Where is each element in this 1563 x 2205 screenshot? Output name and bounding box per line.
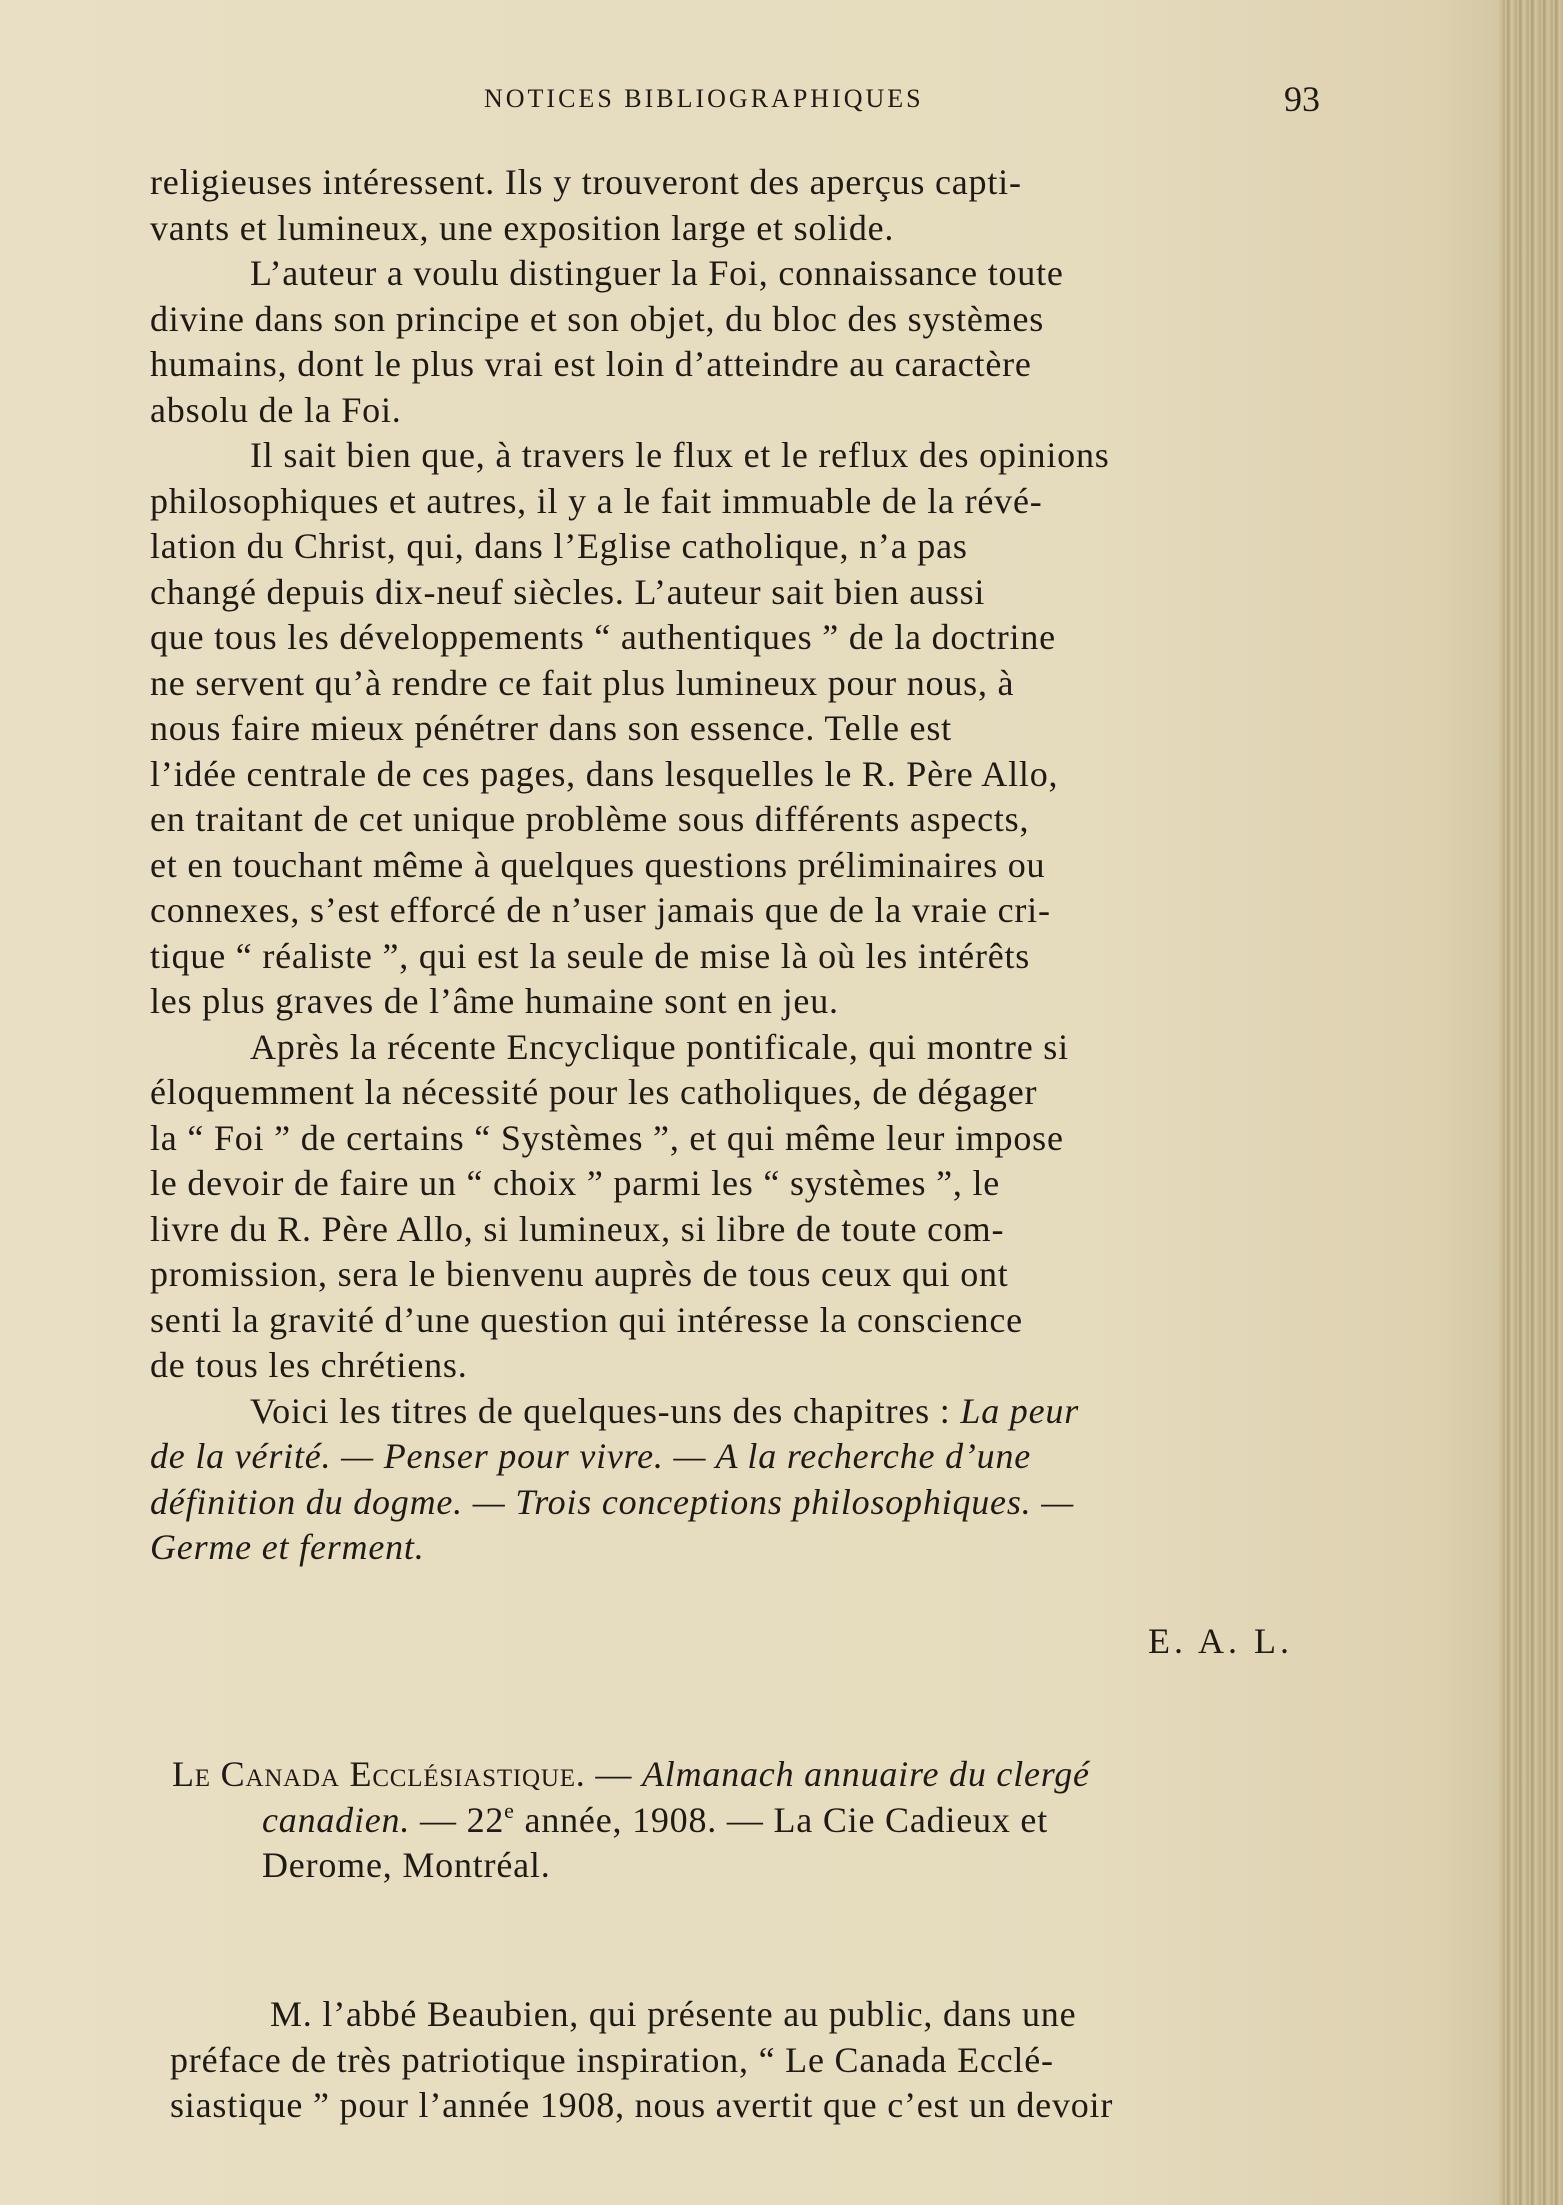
notice-publisher: Derome, Montréal. xyxy=(262,1845,551,1885)
text-line: les plus graves de l’âme humaine sont en jeu. xyxy=(150,981,839,1021)
text-line: ne servent qu’à rendre ce fait plus lumineux pour nous, à xyxy=(150,662,1015,703)
reviewer-signature: E. A. L. xyxy=(1148,1621,1293,1661)
text-line: de tous les chrétiens. xyxy=(150,1345,468,1385)
notice-subtitle-cont: canadien. xyxy=(262,1799,411,1840)
page-edge xyxy=(1499,0,1563,2205)
chapters-line: Germe et ferment. xyxy=(150,1527,425,1567)
chapters-line: définition du dogme. — Trois conceptions philosophiques. — xyxy=(150,1481,1075,1522)
text-line: livre du R. Père Allo, si lumineux, si libre de toute com- xyxy=(150,1208,1005,1249)
text-line: divine dans son principe et son objet, du bloc des systèmes xyxy=(150,298,1045,339)
text-line: humains, dont le plus vrai est loin d’atteindre au caractère xyxy=(150,344,1032,384)
text-line: préface de très patriotique inspiration, “ Le Canada Ecclé- xyxy=(170,2039,1054,2080)
notice-edition-pre: — 22 xyxy=(410,1799,505,1840)
page-number: 93 xyxy=(1284,79,1320,119)
text-line: nous faire mieux pénétrer dans son essence. Telle est xyxy=(150,708,952,748)
text-line: Il sait bien que, à travers le flux et le reflux des opinions xyxy=(250,435,1110,475)
text-line: tique “ réaliste ”, qui est la seule de mise là où les intérêts xyxy=(150,935,1031,976)
text-line: Après la récente Encyclique pontificale, qui montre si xyxy=(250,1026,1069,1067)
next-review-text xyxy=(170,1992,1350,2129)
notice-title: Le Canada Ecclésiastique. xyxy=(172,1754,586,1794)
text-line: absolu de la Foi. xyxy=(150,389,402,430)
text-line: vants et lumineux, une exposition large et solide. xyxy=(150,207,895,248)
chapter-title: La peur xyxy=(960,1390,1080,1431)
text-line: philosophiques et autres, il y a le fait immuable de la révé- xyxy=(150,480,1043,521)
text-line: promission, sera le bienvenu auprès de tous ceux qui ont xyxy=(150,1254,1009,1294)
text-line: éloquemment la nécessité pour les catholiques, de dégager xyxy=(150,1072,1038,1112)
text-line: en traitant de cet unique problème sous différents aspects, xyxy=(150,799,1030,839)
text-line: connexes, s’est efforcé de n’user jamais que de la vraie cri- xyxy=(150,890,1051,930)
text-line: la “ Foi ” de certains “ Systèmes ”, et qui même leur impose xyxy=(150,1117,1064,1158)
text-line: le devoir de faire un “ choix ” parmi les “ systèmes ”, le xyxy=(150,1163,1001,1203)
text-line: M. l’abbé Beaubien, qui présente au public, dans une xyxy=(270,1994,1077,2034)
chapters-intro: Voici les titres de quelques-uns des chapitres : xyxy=(250,1390,961,1431)
text-line: senti la gravité d’une question qui intéresse la conscience xyxy=(150,1299,1023,1340)
text-line: que tous les développements “ authentiques ” de la doctrine xyxy=(150,617,1056,657)
notice-title-line xyxy=(172,1752,1342,1798)
text-line: religieuses intéressent. Ils y trouveront des aperçus capti- xyxy=(150,162,1022,202)
notice-dash: — xyxy=(585,1754,642,1794)
running-head: NOTICES BIBLIOGRAPHIQUES xyxy=(484,84,924,113)
notice-edition-post: année, 1908. — La Cie Cadieux et xyxy=(514,1799,1048,1840)
notice-edition-line xyxy=(172,1798,1342,1844)
bibliographic-notice xyxy=(172,1752,1342,1889)
text-line: et en touchant même à quelques questions préliminaires ou xyxy=(150,844,1046,885)
chapters-line xyxy=(150,1389,1335,1435)
notice-edition-sup: e xyxy=(504,1797,515,1823)
page-header xyxy=(150,79,1320,124)
review-text xyxy=(150,160,1335,1571)
chapters-line: de la vérité. — Penser pour vivre. — A la recherche d’une xyxy=(150,1436,1032,1476)
notice-subtitle: Almanach annuaire du clergé xyxy=(642,1754,1090,1794)
text-line: lation du Christ, qui, dans l’Eglise catholique, n’a pas xyxy=(150,526,968,566)
text-line: changé depuis dix-neuf siècles. L’auteur sait bien aussi xyxy=(150,571,986,612)
text-line: l’idée centrale de ces pages, dans lesquelles le R. Père Allo, xyxy=(150,753,1059,794)
text-line: siastique ” pour l’année 1908, nous avertit que c’est un devoir xyxy=(170,2085,1114,2125)
text-line: L’auteur a voulu distinguer la Foi, connaissance toute xyxy=(250,253,1064,293)
